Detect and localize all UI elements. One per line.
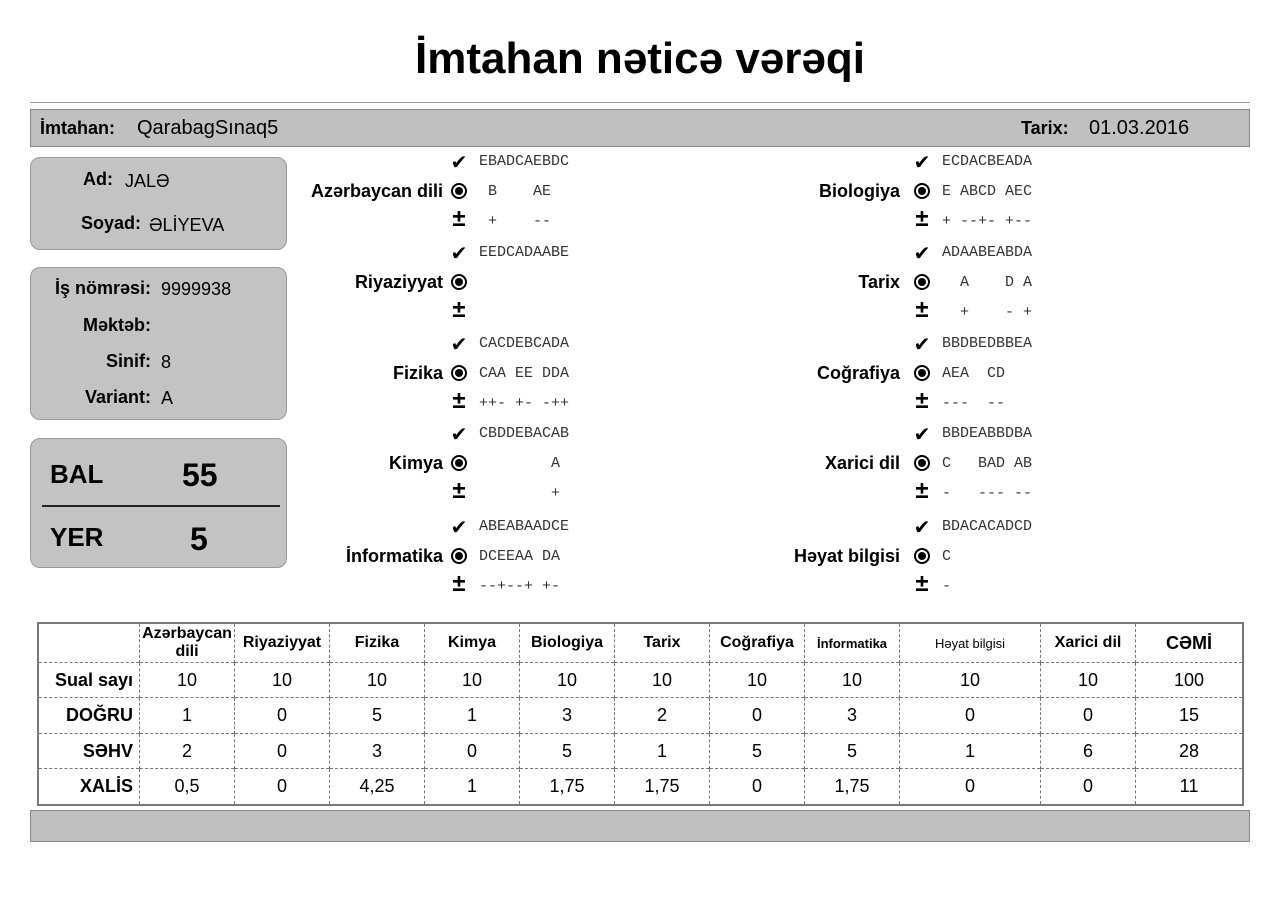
table-cell: 10 [140, 663, 235, 698]
plus-minus-icon: ± [915, 570, 929, 597]
radio-icon [451, 183, 467, 199]
plus-minus-icon: ± [452, 296, 466, 323]
id-value: 9999938 [161, 279, 232, 299]
table-cell: 10 [710, 663, 805, 698]
col-header: Fizika [330, 623, 425, 663]
answer-marks: + --+- +-- [942, 213, 1033, 230]
table-cell: 10 [235, 663, 330, 698]
table-cell: 10 [805, 663, 900, 698]
subject-name: Tarix [858, 272, 900, 292]
table-cell: 10 [615, 663, 710, 698]
table-cell: 10 [1041, 663, 1136, 698]
table-cell: 0 [900, 769, 1041, 805]
radio-icon [914, 548, 930, 564]
subject-name: Fizika [392, 363, 443, 383]
table-cell: 1 [900, 733, 1041, 768]
row-label: DOĞRU [38, 698, 140, 733]
table-cell: 5 [710, 733, 805, 768]
class-label: Sinif: [106, 351, 151, 371]
col-header: Riyaziyyat [235, 623, 330, 663]
variant-label: Variant: [84, 387, 151, 407]
col-header: İnformatika [805, 623, 900, 663]
subject-name: İnformatika [345, 546, 443, 566]
page-title: İmtahan nəticə vərəqi [415, 34, 865, 83]
exam-label: İmtahan: [40, 118, 116, 138]
answer-key: CBDDEBACAB [479, 425, 570, 442]
student-answers: C BAD AB [942, 455, 1033, 472]
plus-minus-icon: ± [915, 477, 929, 504]
score-divider [42, 505, 280, 507]
table-cell: 1 [615, 733, 710, 768]
check-icon: ✔ [913, 152, 931, 174]
plus-minus-icon: ± [452, 205, 466, 232]
bal-value: 55 [182, 457, 218, 493]
variant-value: A [161, 388, 174, 408]
plus-minus-icon: ± [915, 387, 929, 414]
table-cell: 5 [520, 733, 615, 768]
radio-icon [914, 274, 930, 290]
col-header: Tarix [615, 623, 710, 663]
check-icon: ✔ [913, 243, 931, 265]
table-cell: 10 [520, 663, 615, 698]
surname-value: ƏLİYEVA [149, 215, 225, 235]
yer-value: 5 [190, 521, 208, 557]
table-cell: 0,5 [140, 769, 235, 805]
check-icon: ✔ [913, 424, 931, 446]
answer-key: BBDEABBDBA [942, 425, 1033, 442]
answer-marks: + -- [479, 213, 579, 230]
table-cell: 15 [1136, 698, 1244, 733]
name-label: Ad: [83, 169, 113, 189]
table-row [38, 663, 1243, 698]
table-cell: 10 [330, 663, 425, 698]
exam-bar [30, 109, 1250, 147]
results-table [37, 622, 1244, 806]
student-answers: C [942, 548, 952, 565]
col-header: Kimya [425, 623, 520, 663]
answer-key: CACDEBCADA [479, 335, 570, 352]
table-cell: 0 [235, 733, 330, 768]
radio-icon [451, 274, 467, 290]
answer-marks: --- -- [942, 395, 1006, 412]
table-cell: 1 [425, 769, 520, 805]
col-header: Xarici dil [1041, 623, 1136, 663]
row-label: SƏHV [38, 733, 140, 768]
radio-icon [914, 455, 930, 471]
subject-name: Biologiya [818, 181, 900, 201]
table-cell: 0 [710, 698, 805, 733]
check-icon: ✔ [450, 517, 468, 539]
check-icon: ✔ [913, 334, 931, 356]
answer-key: BDACACADCD [942, 518, 1033, 535]
check-icon: ✔ [913, 517, 931, 539]
footer-bar [30, 810, 1250, 842]
student-answers: A [479, 455, 579, 472]
table-cell: 3 [805, 698, 900, 733]
table-row [38, 698, 1243, 733]
answer-marks: + - + [942, 304, 1033, 321]
table-cell: 2 [615, 698, 710, 733]
id-label: İş nömrəsi: [54, 278, 151, 298]
answer-key: ADAABEABDA [942, 244, 1033, 261]
answer-key: EEDCADAABE [479, 244, 570, 261]
name-box [30, 157, 287, 250]
table-cell: 5 [805, 733, 900, 768]
class-value: 8 [161, 352, 172, 372]
col-header: Coğrafiya [710, 623, 805, 663]
answer-marks: + [479, 485, 579, 502]
table-cell: 0 [425, 733, 520, 768]
table-cell: 4,25 [330, 769, 425, 805]
plus-minus-icon: ± [915, 296, 929, 323]
col-header: CƏMİ [1136, 623, 1244, 663]
table-cell: 0 [235, 769, 330, 805]
answer-marks: --+--+ +- [479, 578, 561, 595]
student-answers: CAA EE DDA [479, 365, 570, 382]
check-icon: ✔ [450, 334, 468, 356]
radio-icon [451, 365, 467, 381]
answer-marks: - --- -- [942, 485, 1033, 502]
subject-name: Həyat bilgisi [793, 546, 900, 566]
plus-minus-icon: ± [452, 477, 466, 504]
table-cell: 1 [140, 698, 235, 733]
table-cell: 2 [140, 733, 235, 768]
table-cell: 10 [425, 663, 520, 698]
answer-key: BBDBEDBBEA [942, 335, 1033, 352]
table-cell: 1,75 [615, 769, 710, 805]
subject-name: Azərbaycan dili [310, 181, 443, 201]
check-icon: ✔ [450, 424, 468, 446]
check-icon: ✔ [450, 152, 468, 174]
plus-minus-icon: ± [452, 570, 466, 597]
table-cell: 0 [710, 769, 805, 805]
radio-icon [914, 365, 930, 381]
col-header: Azərbaycan dili [140, 623, 235, 663]
col-header: Həyat bilgisi [900, 623, 1041, 663]
student-answers: B AE [479, 183, 579, 200]
name-value: JALƏ [125, 171, 170, 191]
row-label: Sual sayı [38, 663, 140, 698]
student-answers: AEA CD [942, 365, 1006, 382]
surname-label: Soyad: [80, 213, 141, 233]
table-cell: 0 [235, 698, 330, 733]
table-cell: 1 [425, 698, 520, 733]
answer-key: ECDACBEADA [942, 153, 1033, 170]
date-label: Tarix: [1021, 118, 1069, 138]
table-cell: 1,75 [805, 769, 900, 805]
student-answers: A D A [942, 274, 1033, 291]
subject-name: Kimya [388, 453, 443, 473]
radio-icon [914, 183, 930, 199]
exam-value: QarabagSınaq5 [137, 117, 279, 139]
student-answers: DCEEAA DA [479, 548, 561, 565]
table-cell: 0 [1041, 698, 1136, 733]
corner-cell [38, 623, 140, 663]
answer-marks: - [942, 578, 952, 595]
answer-marks: ++- +- -++ [479, 395, 570, 412]
table-cell: 0 [1041, 769, 1136, 805]
answer-key: EBADCAEBDC [479, 153, 570, 170]
table-cell: 0 [900, 698, 1041, 733]
table-row [38, 769, 1243, 805]
date-value: 01.03.2016 [1089, 117, 1190, 139]
table-cell: 6 [1041, 733, 1136, 768]
table-cell: 28 [1136, 733, 1244, 768]
col-header: Biologiya [520, 623, 615, 663]
radio-icon [451, 548, 467, 564]
check-icon: ✔ [450, 243, 468, 265]
subject-name: Riyaziyyat [354, 272, 443, 292]
school-label: Məktəb: [82, 315, 151, 335]
plus-minus-icon: ± [452, 387, 466, 414]
divider [30, 102, 1250, 103]
table-cell: 3 [520, 698, 615, 733]
answer-key: ABEABAADCE [479, 518, 570, 535]
row-label: XALİS [38, 769, 140, 805]
table-cell: 3 [330, 733, 425, 768]
table-cell: 5 [330, 698, 425, 733]
table-cell: 1,75 [520, 769, 615, 805]
table-cell: 10 [900, 663, 1041, 698]
table-row [38, 733, 1243, 768]
plus-minus-icon: ± [915, 205, 929, 232]
table-header-row [38, 623, 1243, 663]
yer-label: YER [50, 522, 104, 552]
radio-icon [451, 455, 467, 471]
table-cell: 100 [1136, 663, 1244, 698]
subject-name: Coğrafiya [816, 363, 900, 383]
bal-label: BAL [50, 459, 104, 489]
table-cell: 11 [1136, 769, 1244, 805]
student-answers: E ABCD AEC [942, 183, 1033, 200]
subject-name: Xarici dil [824, 453, 900, 473]
